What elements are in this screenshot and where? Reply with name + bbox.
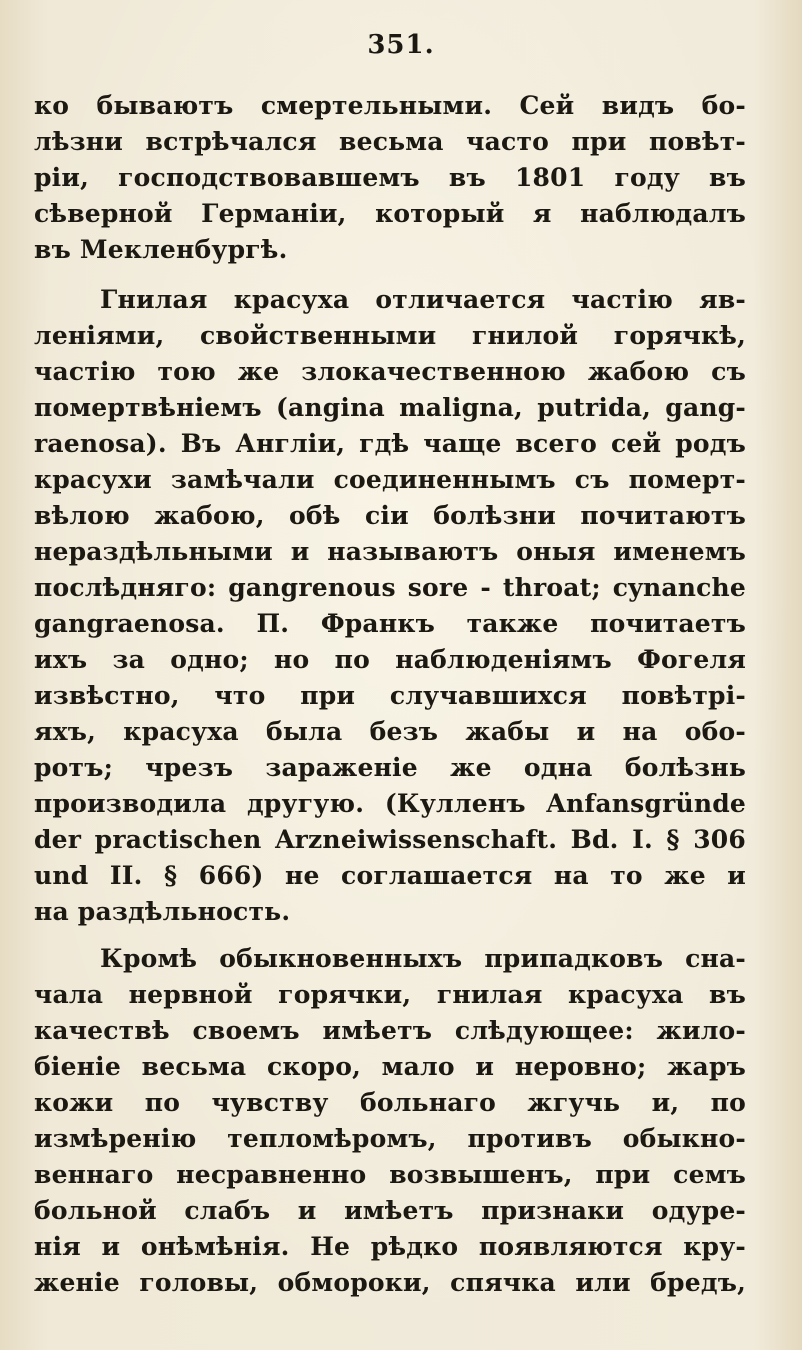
text-line: послѣдняго: gangrenous sore - throat; cynanche [34, 573, 746, 602]
text-line: ріи, господствовавшемъ въ 1801 году въ [34, 163, 746, 192]
text-line: ротъ; чрезъ зараженіе же одна болѣзнь [34, 753, 746, 782]
text-line: извѣстно, что при случавшихся повѣтрі- [34, 681, 746, 710]
text-line: der practischen Arzneiwissenschaft. Bd. I. § 306 [34, 825, 746, 854]
text-line: und II. § 666) не соглашается на то же и [34, 861, 746, 890]
text-line: чала нервной горячки, гнилая красуха въ [34, 980, 746, 1009]
text-line: частію тою же злокачественною жабою съ [34, 357, 746, 386]
text-line: яхъ, красуха была безъ жабы и на обо- [34, 717, 746, 746]
text-line: ко бываютъ смертельными. Сей видъ бо- [34, 91, 746, 120]
text-line: красухи замѣчали соединеннымъ съ померт- [34, 465, 746, 494]
text-line: на раздѣльность. [34, 897, 291, 926]
text-line: качествѣ своемъ имѣетъ слѣдующее: жило- [34, 1016, 746, 1045]
text-line: веннаго несравненно возвышенъ, при семъ [34, 1160, 746, 1189]
text-line: сѣверной Германіи, который я наблюдалъ [34, 199, 746, 228]
text-line: женіе головы, обмороки, спячка или бредъ, [34, 1268, 746, 1297]
text-line: біеніе весьма скоро, мало и неровно; жаръ [34, 1052, 746, 1081]
text-line: нераздѣльными и называютъ оныя именемъ [34, 537, 746, 566]
text-line: лѣзни встрѣчался весьма часто при повѣт- [34, 127, 746, 156]
text-line: леніями, свойственными гнилой горячкѣ, [34, 321, 746, 350]
text-line: raenosa). Въ Англіи, гдѣ чаще всего сей родъ [34, 429, 746, 458]
text-line: производила другую. (Кулленъ Anfansgründe [34, 789, 746, 818]
text-line: нія и онѣмѣнія. Не рѣдко появляются кру- [34, 1232, 746, 1261]
page-number: 351. [367, 30, 435, 60]
text-line: кожи по чувству больнаго жгучь и, по [34, 1088, 746, 1117]
text-line: gangraenosa. П. Франкъ также почитаетъ [34, 609, 746, 638]
text-line: въ Мекленбургѣ. [34, 235, 288, 264]
text-line: вѣлою жабою, обѣ сіи болѣзни почитаютъ [34, 501, 746, 530]
text-line: измѣренію тепломѣромъ, противъ обыкно- [34, 1124, 746, 1153]
text-line: Гнилая красуха отличается частію яв- [100, 285, 746, 314]
text-line: больной слабъ и имѣетъ признаки одуре- [34, 1196, 746, 1225]
text-line: Кромѣ обыкновенныхъ припадковъ сна- [100, 944, 746, 973]
text-line: помертвѣніемъ (angina maligna, putrida, gang- [34, 393, 746, 422]
text-line: ихъ за одно; но по наблюденіямъ Фогеля [34, 645, 746, 674]
